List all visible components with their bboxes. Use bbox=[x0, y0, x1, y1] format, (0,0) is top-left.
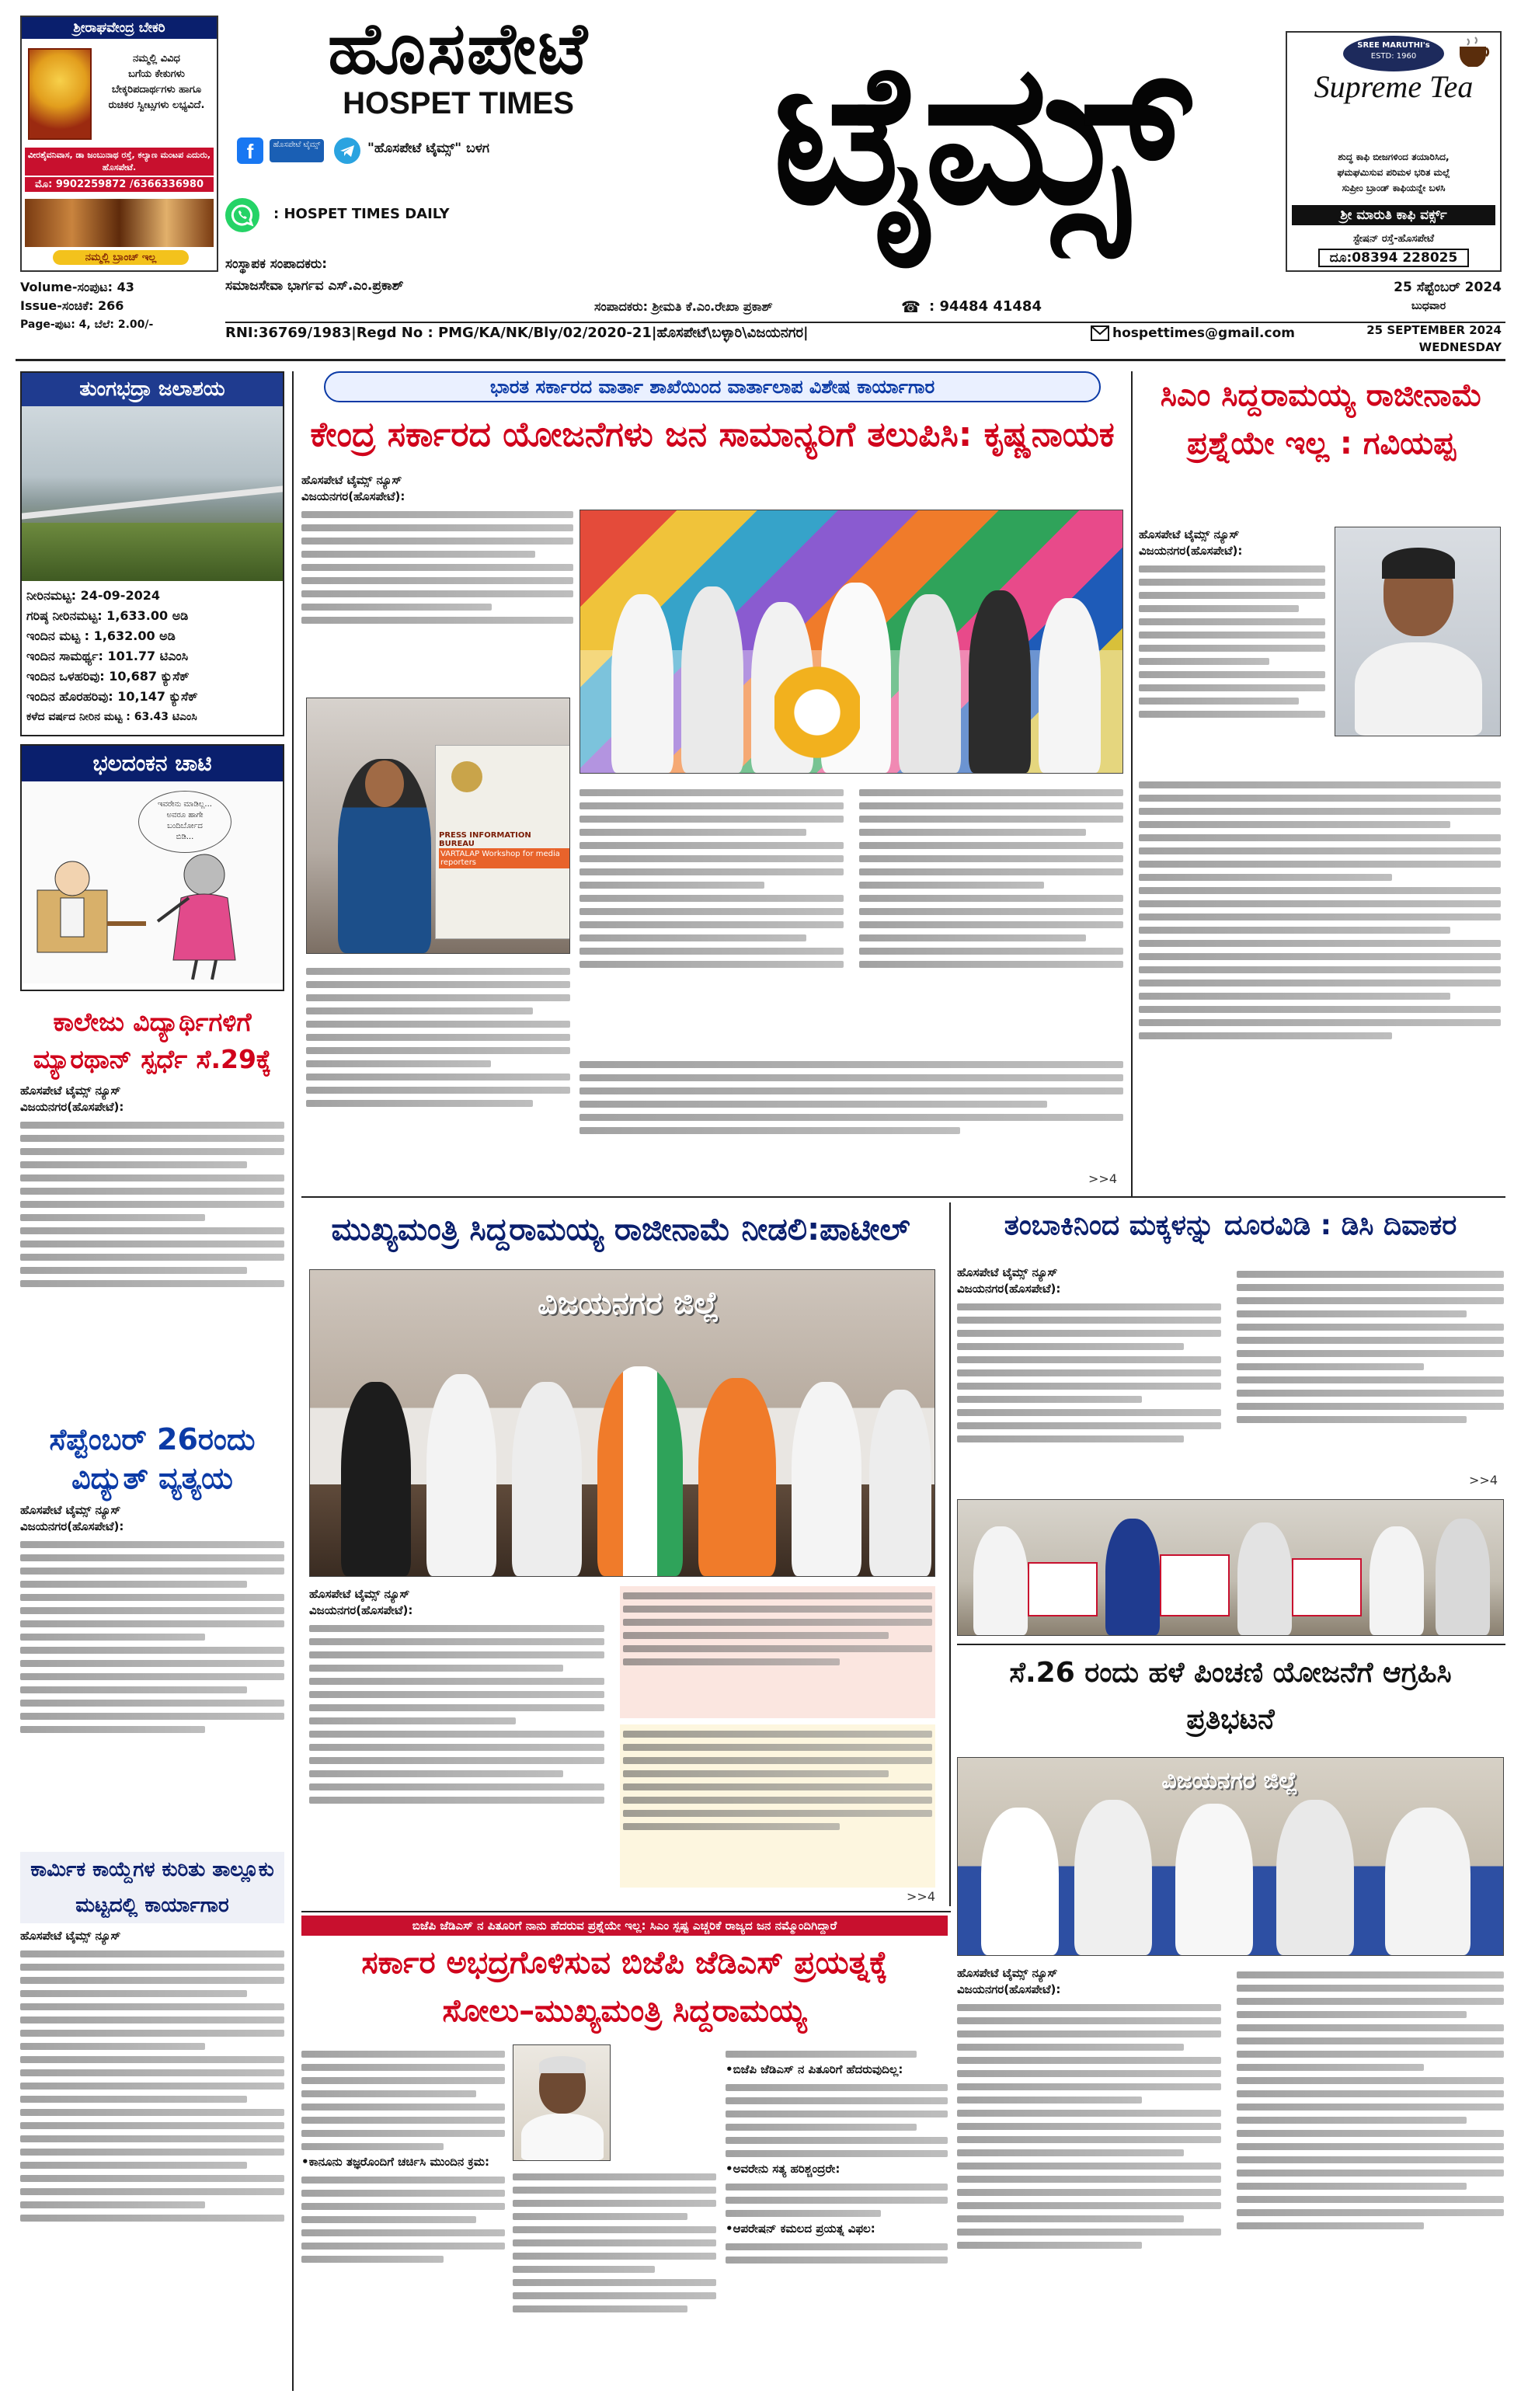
ad-tea-brand-name: Supreme Tea bbox=[1314, 69, 1474, 104]
founder-label: ಸಂಸ್ಥಾಪಕ ಸಂಪಾದಕರು: bbox=[225, 256, 328, 272]
masthead-title-big: ಟೈಮ್ಸ್ bbox=[772, 21, 1185, 247]
patil-more[interactable]: >>4 bbox=[907, 1889, 935, 1904]
ad-tea bbox=[1286, 31, 1502, 272]
power-byline: ಹೊಸಪೇಟೆ ಟೈಮ್ಸ್ ನ್ಯೂಸ್ bbox=[20, 1503, 121, 1517]
dam-row: ಕಳೆದ ವರ್ಷದ ನೀರಿನ ಮಟ್ಟ : 63.43 ಟಿಎಂಸಿ bbox=[26, 711, 197, 723]
tobacco-article bbox=[957, 1202, 1504, 1637]
patil-body-col3 bbox=[620, 1724, 935, 1888]
dam-row: ಇಂದಿನ ಒಳಹರಿವು: 10,687 ಕ್ಯುಸೆಕ್ bbox=[26, 669, 190, 684]
marathon-place: ವಿಜಯನಗರ(ಹೊಸಪೇಟೆ): bbox=[20, 1100, 124, 1114]
cm-resign-byline: ಹೊಸಪೇಟೆ ಟೈಮ್ಸ್ ನ್ಯೂಸ್ bbox=[1139, 527, 1240, 541]
patil-article bbox=[301, 1202, 940, 1906]
cm-resign-body-col1 bbox=[1139, 559, 1325, 792]
founder-name: ಸಮಾಜಸೇವಾ ಭಾರ್ಗವ ಎಸ್.ಎಂ.ಪ್ರಕಾಶ್ bbox=[225, 278, 404, 294]
phone-icon: ☎ bbox=[901, 298, 921, 316]
ad-bakery-address: ವೀರಶೈವನಿವಾಸ, ಡಾ ಜಂಬುನಾಥ ರಸ್ತೆ, ಕಲ್ಯಾಣ ಮಂಟಪ ಎದುರು, ಹೊಸಪೇಟೆ. bbox=[25, 148, 214, 176]
cm-resign-place: ವಿಜಯನಗರ(ಹೊಸಪೇಟೆ): bbox=[1139, 544, 1243, 558]
cm-bjp-sub3: •ಅವರೇನು ಸತ್ಯ ಹರಿಶ್ಚಂದ್ರರೇ: bbox=[726, 2162, 841, 2176]
cm-resign-headline: ಸಿಎಂ ಸಿದ್ದರಾಮಯ್ಯ ರಾಜೀನಾಮೆ ಪ್ರಶ್ನೆಯೇ ಇಲ್ಲ : ಗವಿಯಪ್ಪ bbox=[1160, 378, 1483, 461]
lead-kicker: ಭಾರತ ಸರ್ಕಾರದ ವಾರ್ತಾ ಶಾಖೆಯಿಂದ ವಾರ್ತಾಲಾಪ ವಿಶೇಷ ಕಾರ್ಯಾಗಾರ bbox=[324, 371, 1101, 402]
ad-bakery-line: ರುಚಿಕರ ಸ್ವೀಟ್ಸಗಳು ಲಭ್ಯವಿದೆ. bbox=[108, 99, 205, 111]
tobacco-body-col1 bbox=[957, 1297, 1221, 1522]
ad-tea-brand-top: SREE MARUTHI's bbox=[1357, 41, 1430, 50]
date-kannada: 25 ಸೆಪ್ಟೆಂಬರ್ 2024 bbox=[1394, 280, 1502, 295]
cm-bjp-body-col3 bbox=[726, 2044, 948, 2386]
phone-number: : 94484 41484 bbox=[929, 298, 1042, 315]
cartoon-image bbox=[22, 781, 283, 983]
masthead-title-kannada: ಹೊಸಪೇಟೆ bbox=[327, 7, 590, 90]
whatsapp-text: : HOSPET TIMES DAILY bbox=[273, 206, 450, 222]
dam-row: ನೀರಿನಮಟ್ಟ: 24-09-2024 bbox=[26, 588, 160, 603]
cm-bjp-sub1: •ಬಿಜೆಪಿ ಜೆಡಿಎಸ್ ನ ಪಿತೂರಿಗೆ ಹೆದರುವುದಿಲ್ಲ: bbox=[726, 2062, 903, 2076]
marathon-headline: ಕಾಲೇಜು ವಿದ್ಯಾರ್ಥಿಗಳಿಗೆ ಮ್ಯಾರಥಾನ್ ಸ್ಪರ್ಧೆ ಸೆ.29ಕ್ಕೆ bbox=[33, 1007, 272, 1074]
cm-bjp-kicker: ಬಿಜೆಪಿ ಜೆಡಿಎಸ್ ನ ಪಿತೂರಿಗೆ ನಾನು ಹೆದರುವ ಪ್ರಶ್ನೆಯೇ ಇಲ್ಲ: ಸಿಎಂ ಸ್ಪಷ್ಟ ಎಚ್ಚರಿಕೆ ರಾಜ್ಯದ ಜನ ನಮ್ಮೊಂದಿಗಿದ್ದಾರೆ bbox=[301, 1916, 948, 1936]
cartoon-box bbox=[20, 744, 284, 991]
ad-bakery-cakes bbox=[25, 199, 214, 247]
tobacco-place: ವಿಜಯನಗರ(ಹೊಸಪೇಟೆ): bbox=[957, 1282, 1061, 1296]
tobacco-more[interactable]: >>4 bbox=[1469, 1473, 1498, 1488]
ad-bakery bbox=[20, 16, 218, 272]
pages: Page-ಪುಟ: 4, ಬೆಲೆ: 2.00/- bbox=[20, 318, 154, 331]
patil-headline: ಮುಖ್ಯಮಂತ್ರಿ ಸಿದ್ದರಾಮಯ್ಯ ರಾಜೀನಾಮೆ ನೀಡಲಿ:ಪಾಟೀಲ್ bbox=[331, 1212, 910, 1247]
marathon-body bbox=[20, 1115, 284, 1372]
lead-place: ವಿಜಯನಗರ(ಹೊಸಪೇಟೆ): bbox=[301, 489, 405, 503]
lead-body-col5 bbox=[579, 1055, 1123, 1171]
cm-bjp-photo bbox=[513, 2044, 611, 2161]
patil-byline: ಹೊಸಪೇಟೆ ಟೈಮ್ಸ್ ನ್ಯೂಸ್ bbox=[309, 1587, 410, 1601]
dam-row: ಇಂದಿನ ಸಾಮರ್ಥ್ಯ: 101.77 ಟಿಎಂಸಿ bbox=[26, 649, 189, 663]
whatsapp-icon[interactable] bbox=[225, 198, 259, 232]
cm-resign-body-col2 bbox=[1139, 775, 1501, 1187]
ad-tea-address: ಸ್ಟೇಷನ್ ರಸ್ತೆ-ಹೊಸಪೇಟೆ bbox=[1352, 233, 1435, 245]
lead-article bbox=[301, 371, 1123, 1195]
cartoon-title: ಭಲದಂಕನ ಚಾಟಿ bbox=[22, 746, 283, 781]
lead-byline: ಹೊಸಪೇಟೆ ಟೈಮ್ಸ್ ನ್ಯೂಸ್ bbox=[301, 473, 402, 487]
cm-bjp-headline-2: ಸೋಲು–ಮುಖ್ಯಮಂತ್ರಿ ಸಿದ್ದರಾಮಯ್ಯ bbox=[442, 1993, 807, 2029]
masthead-title-english: HOSPET TIMES bbox=[343, 86, 574, 120]
labour-headline: ಕಾರ್ಮಿಕ ಕಾಯ್ದೆಗಳ ಕುರಿತು ತಾಲ್ಲೂಕು ಮಟ್ಟದಲ್ಲಿ ಕಾರ್ಯಾಗಾರ bbox=[20, 1852, 284, 1923]
ad-tea-shop: ಶ್ರೀ ಮಾರುತಿ ಕಾಫಿ ವರ್ಕ್ಸ್ bbox=[1292, 205, 1495, 225]
mail-icon bbox=[1091, 325, 1109, 341]
lead-more[interactable]: >>4 bbox=[1088, 1171, 1117, 1186]
ad-bakery-line: ನಮ್ಮಲ್ಲಿ ವಿವಿಧ bbox=[133, 53, 180, 64]
ad-tea-brand-est: ESTD: 1960 bbox=[1370, 52, 1417, 61]
pension-place: ವಿಜಯನಗರ(ಹೊಸಪೇಟೆ): bbox=[957, 1982, 1061, 1996]
ad-tea-line: ಸುಪ್ರೀಂ ಬ್ರಾಂಡ್ ಕಾಫಿಯನ್ನೇ ಬಳಸಿ bbox=[1342, 183, 1446, 193]
pension-banner: ವಿಜಯನಗರ ಜಿಲ್ಲೆ bbox=[1161, 1767, 1298, 1794]
patil-banner: ವಿಜಯನಗರ ಜಿಲ್ಲೆ bbox=[538, 1286, 719, 1321]
ad-bakery-line: ಬಗೆಯ ಕೇಕುಗಳು bbox=[128, 68, 185, 80]
ad-bakery-branch: ನಮ್ಮಲ್ಲಿ ಬ್ರಾಂಚ್ ಇಲ್ಲ bbox=[53, 250, 189, 265]
pension-body-col1 bbox=[957, 1998, 1221, 2386]
lead-headline: ಕೇಂದ್ರ ಸರ್ಕಾರದ ಯೋಜನೆಗಳು ಜನ ಸಾಮಾನ್ಯರಿಗೆ ತಲುಪಿಸಿ: ಕೃಷ್ಣನಾಯಕ bbox=[310, 415, 1115, 454]
dam-row: ಗರಿಷ್ಠ ನೀರಿನಮಟ್ಟ: 1,633.00 ಅಡಿ bbox=[26, 608, 189, 623]
volume: Volume-ಸಂಪುಟ: 43 bbox=[20, 280, 134, 294]
patil-body-col2 bbox=[620, 1586, 935, 1718]
labour-body bbox=[20, 1944, 284, 2379]
dam-row: ಇಂದಿನ ಮಟ್ಟ : 1,632.00 ಅಡಿ bbox=[26, 628, 176, 643]
lead-banner-title: PRESS INFORMATION BUREAU bbox=[439, 831, 531, 848]
dam-title: ತುಂಗಭದ್ರಾ ಜಲಾಶಯ bbox=[22, 373, 283, 406]
day-english: WEDNESDAY bbox=[1418, 340, 1502, 354]
pension-headline: ಸೆ.26 ರಂದು ಹಳೆ ಪಿಂಚಣಿ ಯೋಜನೆಗೆ ಆಗ್ರಹಿಸಿ ಪ್ರತಿಭಟನೆ bbox=[1009, 1657, 1452, 1735]
lead-banner bbox=[435, 745, 570, 939]
cartoon-drawing bbox=[22, 781, 283, 983]
day-kannada: ಬುಧವಾರ bbox=[1411, 300, 1446, 312]
cm-bjp-article bbox=[301, 1916, 948, 2397]
ad-bakery-phones: ಮೊ: 9902259872 /6366336980 bbox=[25, 177, 214, 192]
lead-body-col1 bbox=[301, 505, 573, 691]
ad-bakery-line: ಬೇಕ್ಕರಿಪದಾರ್ಥಗಳು ಹಾಗೂ bbox=[111, 84, 202, 96]
ad-bakery-title: ಶ್ರೀರಾಘವೇಂದ್ರ ಬೇಕರಿ bbox=[22, 17, 217, 39]
ad-tea-line: ಘಮಘಮಿಸುವ ಪರಿಮಳ ಭರಿತ ಮಲ್ಲೆ bbox=[1337, 167, 1450, 178]
dam-photo bbox=[22, 406, 283, 581]
lead-photo-speaker bbox=[306, 698, 570, 954]
dam-box bbox=[20, 371, 284, 736]
telegram-text: "ಹೊಸಪೇಟೆ ಟೈಮ್ಸ್" ಬಳಗ bbox=[367, 141, 489, 156]
masthead bbox=[0, 0, 1514, 365]
lead-body-col4 bbox=[306, 962, 570, 1171]
whatsapp-row bbox=[225, 198, 660, 232]
lead-photo-group bbox=[579, 510, 1123, 774]
cm-bjp-body-col1 bbox=[301, 2044, 505, 2386]
cm-bjp-headline-1: ಸರ್ಕಾರ ಅಭದ್ರಗೊಳಿಸುವ ಬಿಜೆಪಿ ಜೆಡಿಎಸ್ ಪ್ರಯತ್ನಕ್ಕೆ bbox=[361, 1945, 888, 1981]
ad-tea-line: ಶುದ್ಧ ಕಾಫಿ ಬೀಜಗಳಿಂದ ತಯಾರಿಸಿದ, bbox=[1338, 151, 1450, 162]
lead-banner-sub: VARTALAP Workshop for media reporters bbox=[439, 848, 569, 868]
cm-bjp-sub4: •ಆಪರೇಷನ್ ಕಮಲದ ಪ್ರಯತ್ನ ವಿಫಲ: bbox=[726, 2222, 875, 2236]
dam-row: ಇಂದಿನ ಹೊರಹರಿವು: 10,147 ಕ್ಯುಸೆಕ್ bbox=[26, 689, 198, 704]
cartoon-speech-bubble: ಇವರೇನು ಮಾಡಿಲ್ಲ... ಅವರೂ ಹಾಗೇ ಬಂದಿರ್ಬೋದ ಬಿಡಿ... bbox=[138, 791, 231, 853]
ad-tea-logo bbox=[1343, 36, 1444, 71]
editor-name: ಸಂಪಾದಕರು: ಶ್ರೀಮತಿ ಕೆ.ಎಂ.ರೇಖಾ ಪ್ರಕಾಶ್ bbox=[594, 299, 773, 314]
labour-article bbox=[20, 1852, 284, 2396]
facebook-row bbox=[237, 136, 672, 167]
patil-body-col1 bbox=[309, 1619, 604, 1891]
lead-body-col3 bbox=[859, 783, 1123, 1047]
power-body bbox=[20, 1535, 284, 1836]
cm-bjp-sub2: •ಕಾನೂನು ತಜ್ಞರೊಂದಿಗೆ ಚರ್ಚಿಸಿ ಮುಂದಿನ ಕ್ರಮ: bbox=[301, 2155, 490, 2169]
tobacco-photo bbox=[957, 1499, 1504, 1636]
tobacco-byline: ಹೊಸಪೇಟೆ ಟೈಮ್ಸ್ ನ್ಯೂಸ್ bbox=[957, 1265, 1058, 1279]
email[interactable]: hospettimes@gmail.com bbox=[1112, 325, 1295, 341]
telegram-icon[interactable] bbox=[334, 137, 360, 164]
issue: Issue-ಸಂಚಿಕೆ: 266 bbox=[20, 298, 124, 313]
ad-bakery-deity bbox=[28, 48, 92, 140]
patil-photo bbox=[309, 1269, 935, 1577]
pension-photo bbox=[957, 1757, 1504, 1956]
pension-article bbox=[957, 1650, 1504, 2396]
registration-line: RNI:36769/1983|Regd No : PMG/KA/NK/Bly/02/2020-21|ಹೊಸಪೇಟೆ\ಬಳ್ಳಾರಿ\ವಿಜಯನಗರ| bbox=[225, 325, 809, 341]
cm-resign-article bbox=[1139, 371, 1504, 1193]
patil-place: ವಿಜಯನಗರ(ಹೊಸಪೇಟೆ): bbox=[309, 1603, 413, 1617]
marathon-byline: ಹೊಸಪೇಟೆ ಟೈಮ್ಸ್ ನ್ಯೂಸ್ bbox=[20, 1084, 121, 1098]
tobacco-headline: ತಂಬಾಕಿನಿಂದ ಮಕ್ಕಳನ್ನು ದೂರವಿಡಿ : ಡಿಸಿ ದಿವಾಕರ bbox=[1004, 1209, 1457, 1241]
cm-resign-photo bbox=[1335, 527, 1501, 736]
power-article bbox=[20, 1420, 284, 1839]
ad-tea-phone: ದೂ:08394 228025 bbox=[1318, 249, 1469, 267]
marathon-article bbox=[20, 1004, 284, 1408]
labour-byline: ಹೊಸಪೇಟೆ ಟೈಮ್ಸ್ ನ್ಯೂಸ್ bbox=[20, 1929, 121, 1943]
facebook-page-badge[interactable]: ಹೊಸಪೇಟೆ ಟೈಮ್ಸ್ bbox=[270, 139, 324, 162]
ad-tea-cup-icon bbox=[1455, 36, 1497, 67]
power-headline: ಸೆಪ್ಟೆಂಬರ್ 26ರಂದು ವಿದ್ಯುತ್ ವ್ಯತ್ಯಯ bbox=[49, 1422, 256, 1495]
lead-body-col2 bbox=[579, 783, 844, 1047]
pension-byline: ಹೊಸಪೇಟೆ ಟೈಮ್ಸ್ ನ್ಯೂಸ್ bbox=[957, 1966, 1058, 1980]
power-place: ವಿಜಯನಗರ(ಹೊಸಪೇಟೆ): bbox=[20, 1519, 124, 1533]
facebook-icon[interactable]: f bbox=[237, 137, 263, 164]
cm-bjp-body-col2 bbox=[513, 2167, 716, 2386]
date-english: 25 SEPTEMBER 2024 bbox=[1366, 323, 1502, 337]
pension-body-col2 bbox=[1237, 1965, 1504, 2388]
